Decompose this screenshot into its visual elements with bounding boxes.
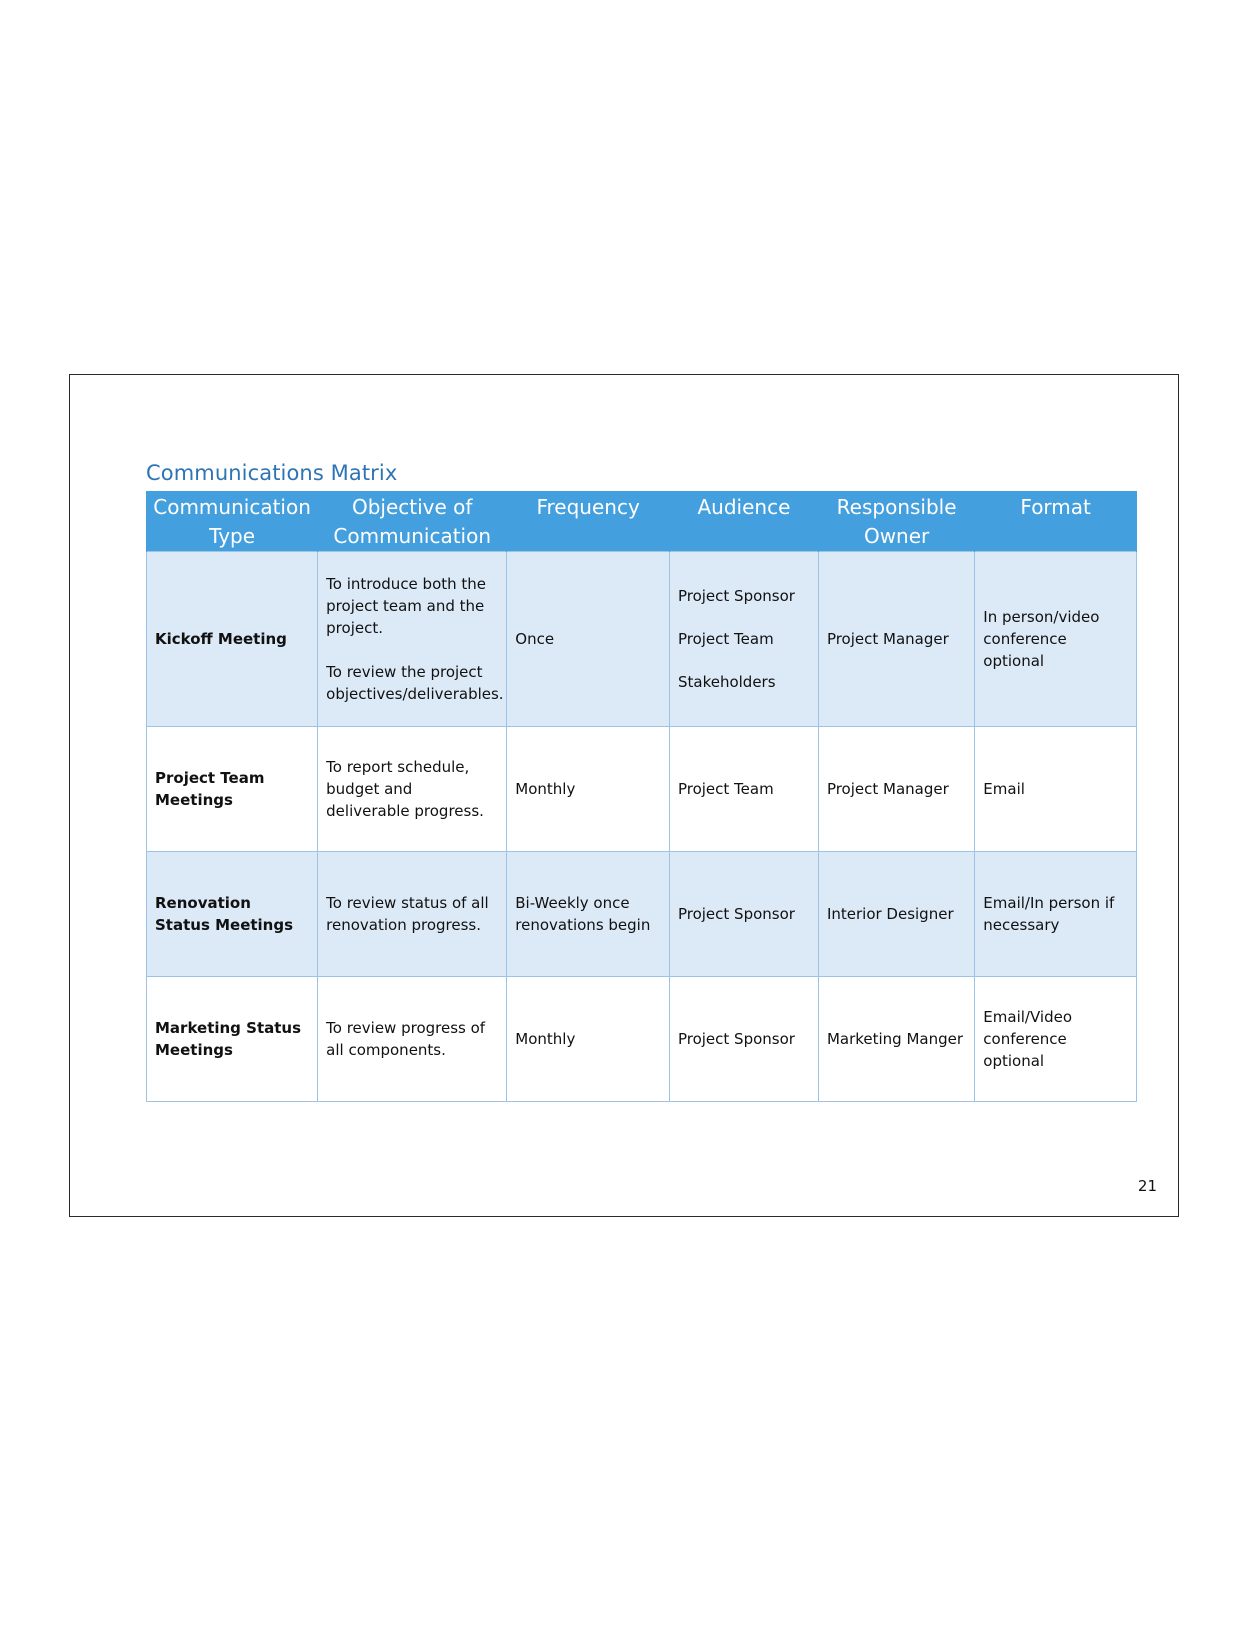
- cell-frequency: Bi-Weekly once renovations begin: [507, 852, 670, 977]
- cell-format: Email/Video conference optional: [975, 977, 1137, 1102]
- cell-type: Project Team Meetings: [147, 727, 318, 852]
- communications-matrix-table: [146, 491, 1137, 1102]
- audience-item: Project Team: [677, 780, 774, 798]
- cell-frequency: Once: [507, 552, 670, 727]
- cell-objective: [318, 852, 507, 977]
- objective-paragraph: To review the project objectives/deliverables.: [326, 663, 504, 703]
- audience-item: Project Sponsor: [677, 1030, 795, 1048]
- audience-item: Stakeholders: [677, 673, 776, 691]
- cell-audience: [669, 552, 818, 727]
- page-number: 21: [1137, 1177, 1157, 1195]
- objective-paragraph: To introduce both the project team and the project.: [326, 575, 487, 637]
- cell-owner: Interior Designer: [818, 852, 974, 977]
- cell-audience: [669, 977, 818, 1102]
- cell-format: Email/In person if necessary: [975, 852, 1137, 977]
- document-page: [69, 374, 1179, 1217]
- cell-frequency: Monthly: [507, 977, 670, 1102]
- table-row: [147, 727, 1137, 852]
- header-objective: Objective of Communication: [318, 491, 507, 552]
- cell-audience: [669, 852, 818, 977]
- objective-paragraph: To report schedule, budget and deliverable progress.: [326, 758, 484, 820]
- cell-type: Renovation Status Meetings: [147, 852, 318, 977]
- audience-item: Project Sponsor: [677, 905, 795, 923]
- objective-paragraph: To review status of all renovation progress.: [326, 894, 489, 934]
- cell-objective: [318, 977, 507, 1102]
- table-row: [147, 977, 1137, 1102]
- header-responsible-owner: Responsible Owner: [818, 491, 974, 552]
- header-audience: Audience: [669, 491, 818, 552]
- cell-owner: Marketing Manger: [818, 977, 974, 1102]
- cell-objective: [318, 727, 507, 852]
- audience-item: Project Team: [677, 630, 774, 648]
- cell-owner: Project Manager: [818, 727, 974, 852]
- cell-format: In person/video conference optional: [975, 552, 1137, 727]
- table-header-row: [147, 491, 1137, 552]
- header-frequency: Frequency: [507, 491, 670, 552]
- cell-type: Marketing Status Meetings: [147, 977, 318, 1102]
- header-format: Format: [975, 491, 1137, 552]
- audience-item: Project Sponsor: [677, 587, 795, 605]
- page-title: Communications Matrix: [146, 461, 398, 485]
- table-row: [147, 852, 1137, 977]
- cell-owner: Project Manager: [818, 552, 974, 727]
- table-row: [147, 552, 1137, 727]
- cell-audience: [669, 727, 818, 852]
- cell-frequency: Monthly: [507, 727, 670, 852]
- cell-objective: [318, 552, 507, 727]
- cell-type: Kickoff Meeting: [147, 552, 318, 727]
- cell-format: Email: [975, 727, 1137, 852]
- header-communication-type: Communication Type: [147, 491, 318, 552]
- objective-paragraph: To review progress of all components.: [326, 1019, 486, 1059]
